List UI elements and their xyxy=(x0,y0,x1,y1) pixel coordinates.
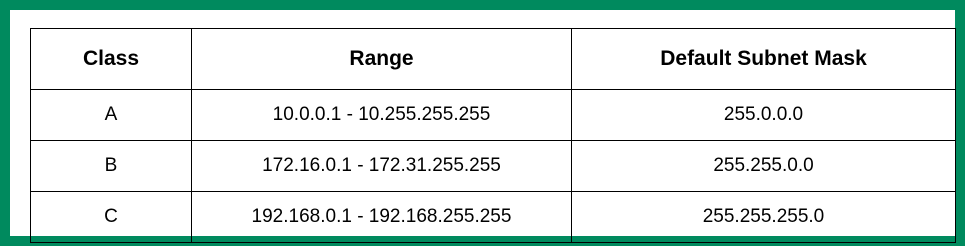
class-cell: C xyxy=(31,192,192,243)
ip-class-table-container xyxy=(30,28,955,239)
range-cell: 172.16.0.1 - 172.31.255.255 xyxy=(192,141,572,192)
table-row xyxy=(31,90,956,141)
subnet-mask-cell: 255.255.0.0 xyxy=(572,141,956,192)
header-class: Class xyxy=(31,29,192,90)
header-default-subnet-mask: Default Subnet Mask xyxy=(572,29,956,90)
table-row xyxy=(31,192,956,243)
table-header-row xyxy=(31,29,956,90)
table-row xyxy=(31,141,956,192)
class-cell: B xyxy=(31,141,192,192)
range-cell: 10.0.0.1 - 10.255.255.255 xyxy=(192,90,572,141)
subnet-mask-cell: 255.255.255.0 xyxy=(572,192,956,243)
subnet-mask-cell: 255.0.0.0 xyxy=(572,90,956,141)
ip-class-table xyxy=(30,28,956,243)
class-cell: A xyxy=(31,90,192,141)
range-cell: 192.168.0.1 - 192.168.255.255 xyxy=(192,192,572,243)
header-range: Range xyxy=(192,29,572,90)
